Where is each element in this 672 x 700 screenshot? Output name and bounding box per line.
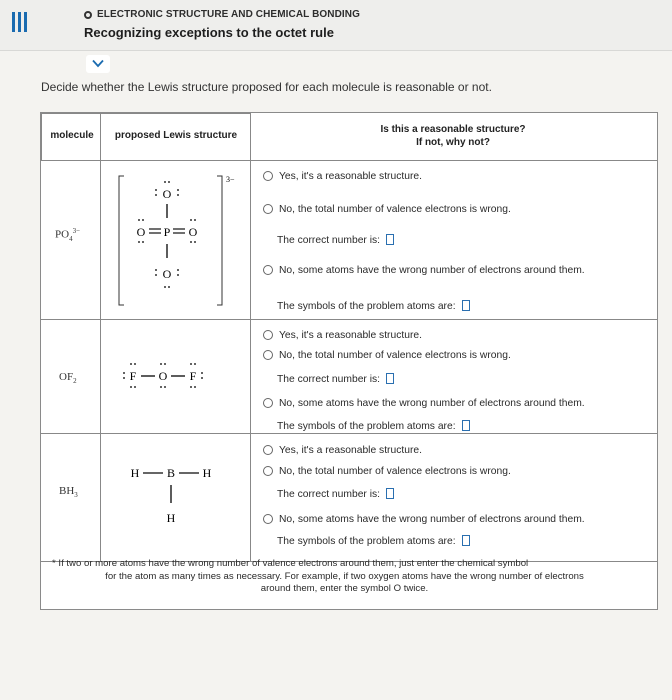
correct-number-field-po4: The correct number is: — [277, 234, 394, 246]
lewis-structure-bh3 — [119, 460, 229, 530]
atom-o-center: O — [158, 369, 168, 383]
charge-label: 3− — [226, 175, 235, 184]
header-molecule: molecule — [50, 130, 94, 141]
correct-number-input-of2[interactable] — [386, 373, 394, 384]
chevron-down-icon — [92, 59, 104, 68]
header-reasonable-line2: If not, why not? — [416, 137, 490, 148]
question-card — [40, 112, 658, 610]
header-divider — [41, 160, 657, 161]
radio-wrong-atoms-of2[interactable] — [263, 398, 273, 408]
bracket-left — [119, 176, 124, 305]
option-wrong-atoms-of2[interactable]: No, some atoms have the wrong number of electrons around them. — [263, 398, 585, 409]
radio-wrong-valence-po4[interactable] — [263, 204, 273, 214]
option-wrong-atoms-po4[interactable]: No, some atoms have the wrong number of electrons around them. — [263, 265, 585, 276]
atom-h-bottom: H — [166, 511, 176, 525]
col-divider-1 — [100, 160, 101, 561]
option-yes-bh3[interactable]: Yes, it's a reasonable structure. — [263, 445, 422, 456]
atom-o-right: O — [188, 225, 198, 239]
atom-f-right: F — [189, 369, 197, 383]
atom-p-center: P — [163, 225, 171, 239]
radio-wrong-atoms-po4[interactable] — [263, 265, 273, 275]
symbols-field-bh3: The symbols of the problem atoms are: — [277, 535, 470, 547]
menu-icon[interactable] — [12, 12, 28, 34]
section-label: ELECTRONIC STRUCTURE AND CHEMICAL BONDING — [97, 9, 360, 20]
radio-yes-po4[interactable] — [263, 171, 273, 181]
page-title: Recognizing exceptions to the octet rule — [84, 25, 334, 40]
lewis-structure-po4 — [111, 168, 251, 313]
correct-number-field-bh3: The correct number is: — [277, 488, 394, 500]
radio-wrong-valence-of2[interactable] — [263, 350, 273, 360]
atom-b-center: B — [166, 466, 176, 480]
option-wrong-valence-po4[interactable]: No, the total number of valence electrons is wrong. — [263, 204, 511, 215]
header-reasonable — [253, 123, 653, 149]
option-yes-po4[interactable]: Yes, it's a reasonable structure. — [263, 171, 422, 182]
top-bar — [0, 0, 672, 51]
section-status-icon — [84, 11, 92, 19]
symbols-input-po4[interactable] — [462, 300, 470, 311]
collapse-toggle[interactable] — [86, 55, 110, 73]
footnote-line3: around them, enter the symbol O twice. — [260, 583, 429, 594]
symbols-input-bh3[interactable] — [462, 535, 470, 546]
footnote-line1: * If two or more atoms have the wrong number of valence electrons around them, just enter the chemical symbol — [52, 558, 529, 569]
atom-f-left: F — [129, 369, 137, 383]
correct-number-input-po4[interactable] — [386, 234, 394, 245]
option-wrong-atoms-bh3[interactable]: No, some atoms have the wrong number of electrons around them. — [263, 514, 585, 525]
symbols-input-of2[interactable] — [462, 420, 470, 431]
option-wrong-valence-bh3[interactable]: No, the total number of valence electrons is wrong. — [263, 466, 511, 477]
header-lewis: proposed Lewis structure — [114, 130, 238, 141]
lewis-structure-of2 — [111, 353, 241, 398]
symbols-field-of2: The symbols of the problem atoms are: — [277, 420, 470, 432]
radio-wrong-valence-bh3[interactable] — [263, 466, 273, 476]
row-divider-1 — [41, 319, 657, 320]
option-wrong-valence-of2[interactable]: No, the total number of valence electrons is wrong. — [263, 350, 511, 361]
correct-number-field-of2: The correct number is: — [277, 373, 394, 385]
molecule-bh3: $BH_3$ — [59, 485, 78, 500]
section-breadcrumb — [84, 9, 360, 20]
atom-o-bottom: O — [162, 267, 172, 281]
correct-number-input-bh3[interactable] — [386, 488, 394, 499]
radio-yes-of2[interactable] — [263, 330, 273, 340]
molecule-of2: $OF_2$ — [59, 371, 77, 386]
footnote-line2: for the atom as many times as necessary. For example, if two oxygen atoms have the wrong number of electrons — [105, 570, 584, 582]
header-reasonable-line1: Is this a reasonable structure? — [380, 124, 526, 135]
option-yes-of2[interactable]: Yes, it's a reasonable structure. — [263, 330, 422, 341]
atom-h-right: H — [202, 466, 212, 480]
atom-o-left: O — [136, 225, 146, 239]
radio-yes-bh3[interactable] — [263, 445, 273, 455]
atom-o-top: O — [162, 187, 172, 201]
bracket-right — [217, 176, 222, 305]
molecule-po4: $PO_4^{3-}$ — [55, 227, 81, 243]
instructions: Decide whether the Lewis structure proposed for each molecule is reasonable or not. — [41, 80, 492, 94]
symbols-field-po4: The symbols of the problem atoms are: — [277, 300, 470, 312]
row-divider-2 — [41, 433, 657, 434]
footnote — [52, 558, 637, 596]
atom-h-left: H — [130, 466, 140, 480]
radio-wrong-atoms-bh3[interactable] — [263, 514, 273, 524]
